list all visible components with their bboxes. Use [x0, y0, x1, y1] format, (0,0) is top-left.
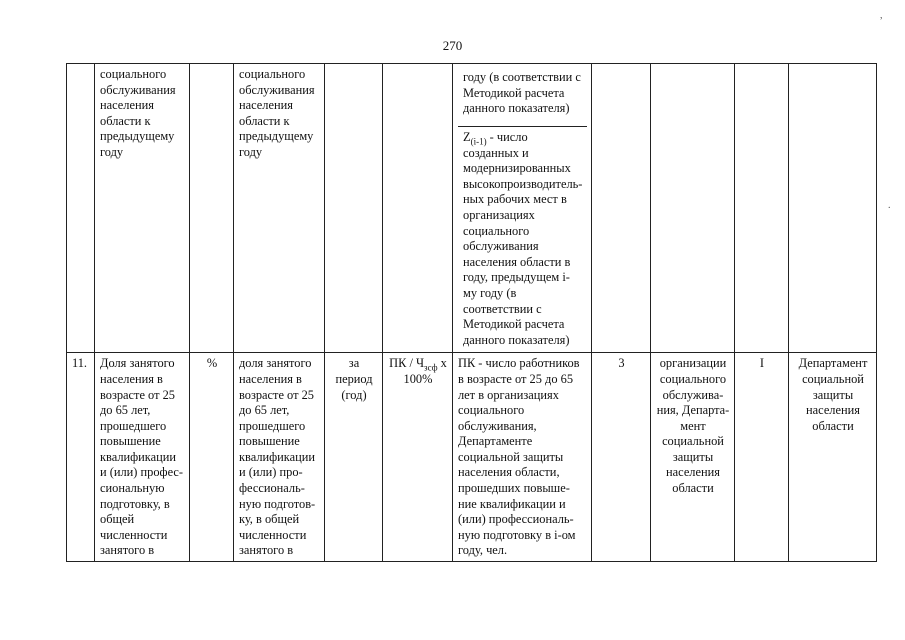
method-bottom-text: $Z_{(i-1)}$ - число созданных и модернизированных высокопроизводитель-ных рабочих мест в организациях социального обслуживания населения области в году, предыдущем i-му году (в соответствии с Методикой расчета данного показателя) — [463, 130, 583, 347]
unit-cell: % — [190, 353, 234, 562]
responsible-cell: Департамент социальной защиты населения области — [789, 353, 877, 562]
scan-mark-icon: , — [880, 10, 883, 21]
frequency-cell: I — [735, 353, 789, 562]
method-cell: ПК - число работников в возрасте от 25 до 65 лет в организациях социального обслуживания, Департаменте социальной защиты населения области, прошедших повыше-ние квалификации и (или) профессиональ-ную подготовку в i-ом году, чел. — [453, 353, 592, 562]
source-cell — [651, 64, 735, 353]
method-top-text: году (в соответствии с Методикой расчета данного показателя) — [458, 67, 587, 127]
row-number-cell: 11. — [67, 353, 95, 562]
table-row — [67, 353, 877, 562]
definition-cell: доля занятого населения в возрасте от 25 до 65 лет, прошедшего повышение квалификации и (или) про-фессиональ-ную подготов-ку, в общей численности занятого в — [234, 353, 325, 562]
method-number-cell — [592, 64, 651, 353]
period-cell — [325, 64, 383, 353]
formula-cell: ПК / $Ч_{зсф}$ х 100% — [383, 353, 453, 562]
indicator-cell: социального обслуживания населения области к предыдущему году — [95, 64, 190, 353]
indicator-cell: Доля занятого населения в возрасте от 25 до 65 лет, прошедшего повышение квалификации и (или) профес-сиональную подготовку, в общей численности занятого в — [95, 353, 190, 562]
row-number-cell — [67, 64, 95, 353]
definition-cell: социального обслуживания населения области к предыдущему году — [234, 64, 325, 353]
method-cell — [453, 64, 592, 353]
method-number-cell: 3 — [592, 353, 651, 562]
frequency-cell — [735, 64, 789, 353]
table-row — [67, 64, 877, 353]
page-number: 270 — [442, 38, 463, 53]
formula-cell — [383, 64, 453, 353]
period-cell: за период (год) — [325, 353, 383, 562]
indicators-table — [66, 63, 877, 562]
responsible-cell — [789, 64, 877, 353]
source-cell: организации социального обслужива-ния, Департа-мент социальной защиты населения области — [651, 353, 735, 562]
scan-mark-icon: . — [888, 200, 891, 211]
unit-cell — [190, 64, 234, 353]
